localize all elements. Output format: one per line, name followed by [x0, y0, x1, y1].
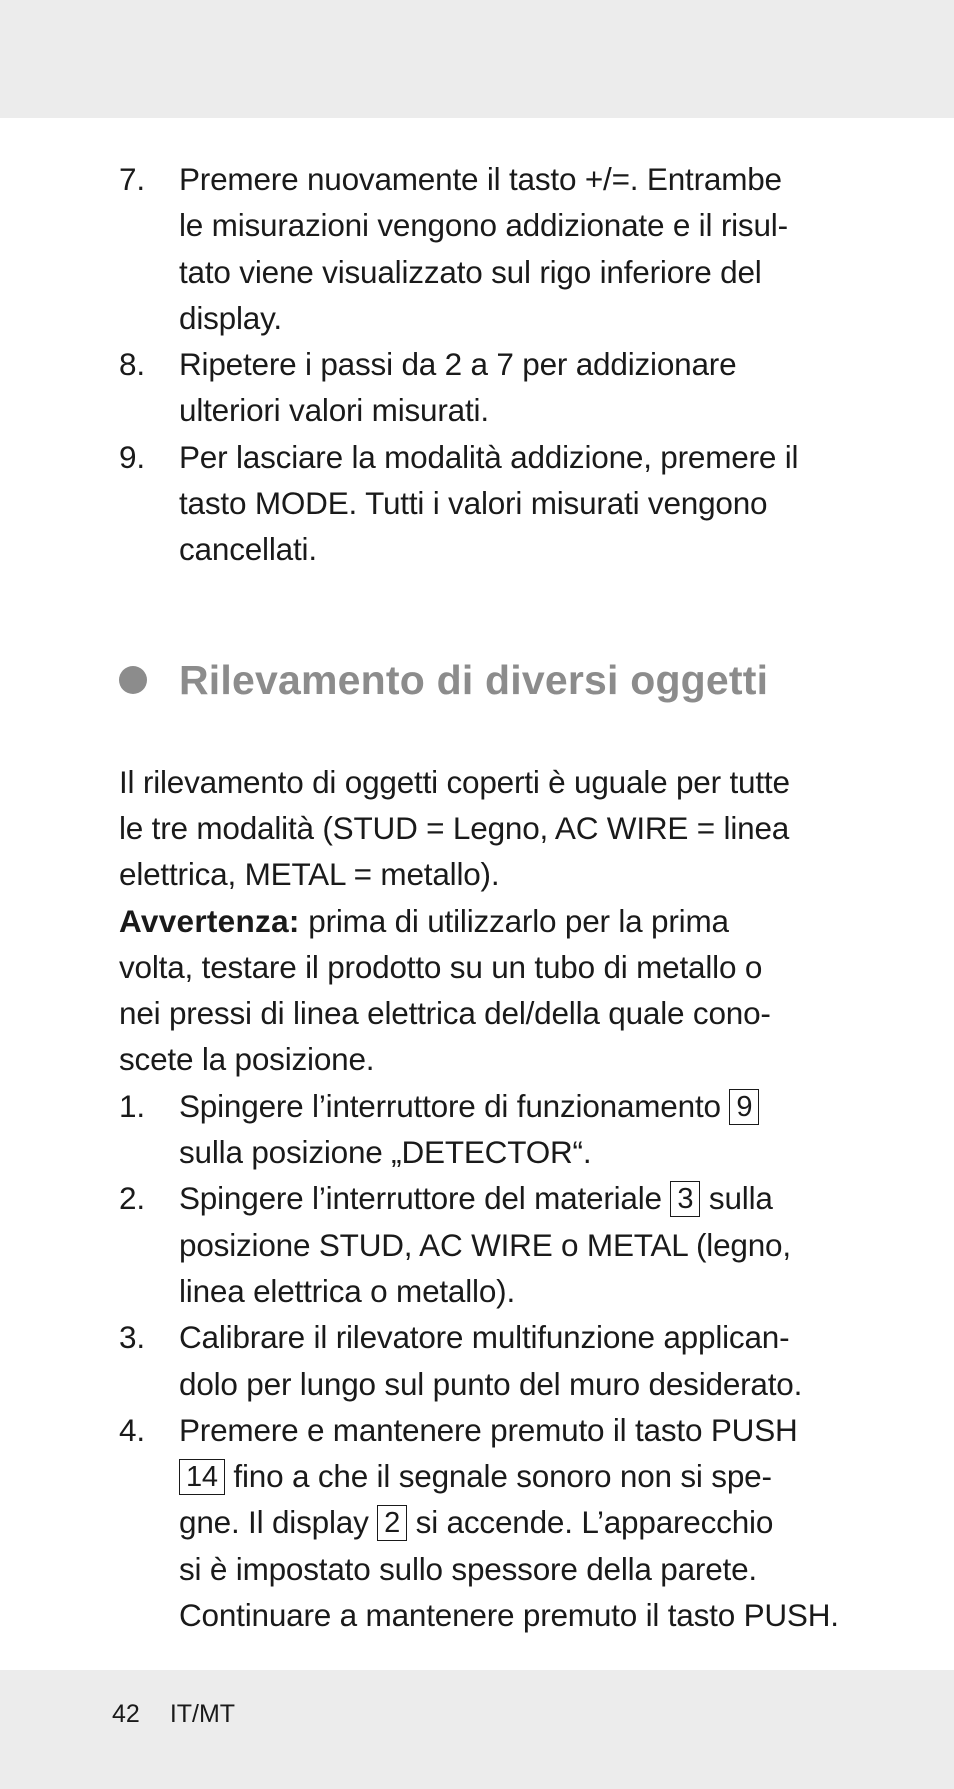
list-item [119, 156, 839, 341]
step-number: 9. [119, 438, 145, 475]
part-reference-box: 14 [179, 1459, 225, 1495]
step-text-line: linea elettrica o metallo). [179, 1272, 516, 1309]
top-band [0, 0, 954, 118]
list-item [119, 1314, 839, 1407]
section-heading [119, 655, 839, 705]
intro-paragraph [119, 759, 839, 898]
step-text-line: display. [179, 299, 282, 336]
step-text-line: sulla posizione „DETECTOR“. [179, 1134, 592, 1171]
part-reference-box: 9 [729, 1089, 759, 1125]
step-text-line [179, 1083, 839, 1129]
warning-label: Avvertenza: [119, 902, 300, 939]
step-text-line: si è impostato sullo spessore della parete. [179, 1550, 757, 1587]
step-text-line: Calibrare il rilevatore multifunzione applican- [179, 1319, 790, 1356]
step-text: gne. Il display [179, 1504, 378, 1541]
warning-text: prima di utilizzarlo per la prima [299, 902, 729, 939]
step-text: si accende. L’apparecchio [407, 1504, 774, 1541]
page-number: 42 [112, 1700, 140, 1728]
step-text-line: Premere e mantenere premuto il tasto PUSH [179, 1411, 798, 1448]
step-text: fino a che il segnale sonoro non si spe- [224, 1458, 772, 1495]
bullet-icon [119, 666, 147, 694]
intro-line: le tre modalità (STUD = Legno, AC WIRE = linea [119, 809, 790, 846]
step-text-line: Ripetere i passi da 2 a 7 per addizionare [179, 346, 737, 383]
step-text-line: tasto MODE. Tutti i valori misurati vengono [179, 485, 768, 522]
warning-line: volta, testare il prodotto su un tubo di metallo o [119, 948, 763, 985]
step-text-line: posizione STUD, AC WIRE o METAL (legno, [179, 1226, 791, 1263]
list-item [119, 1175, 839, 1314]
list-item [119, 341, 839, 434]
step-text-line: Continuare a mantenere premuto il tasto PUSH. [179, 1597, 839, 1634]
list-item [119, 1407, 839, 1638]
page-content [119, 156, 839, 1638]
step-text-line [179, 1499, 839, 1545]
step-text-line: le misurazioni vengono addizionate e il risul- [179, 207, 788, 244]
step-number: 3. [119, 1319, 145, 1356]
warning-line: scete la posizione. [119, 1041, 375, 1078]
language-code: IT/MT [169, 1700, 236, 1728]
section-title: Rilevamento di diversi oggetti [179, 656, 769, 703]
step-number: 2. [119, 1180, 145, 1217]
list-item [119, 1083, 839, 1176]
step-text-line: ulteriori valori misurati. [179, 392, 489, 429]
warning-paragraph [119, 898, 839, 1083]
list-item [119, 434, 839, 573]
steps-bottom-list [119, 1083, 839, 1639]
step-text-line: tato viene visualizzato sul rigo inferiore del [179, 253, 762, 290]
step-text-line: Premere nuovamente il tasto +/=. Entrambe [179, 161, 782, 197]
step-text-line: Per lasciare la modalità addizione, premere il [179, 438, 799, 475]
step-text: sulla [700, 1180, 773, 1217]
bottom-band [0, 1670, 954, 1789]
part-reference-box: 2 [377, 1505, 407, 1541]
part-reference-box: 3 [670, 1181, 700, 1217]
step-number: 1. [119, 1087, 145, 1124]
steps-top-list [119, 156, 839, 573]
step-text-line [179, 1453, 839, 1499]
intro-line: elettrica, METAL = metallo). [119, 856, 500, 893]
warning-line: nei pressi di linea elettrica del/della quale cono- [119, 995, 771, 1032]
step-text: Spingere l’interruttore del materiale [179, 1180, 671, 1217]
step-text: Spingere l’interruttore di funzionamento [179, 1087, 730, 1124]
step-number: 7. [119, 161, 145, 197]
step-number: 4. [119, 1411, 145, 1448]
step-text-line [179, 1175, 839, 1221]
step-text-line: cancellati. [179, 531, 317, 568]
warning-first-line [119, 898, 839, 944]
step-number: 8. [119, 346, 145, 383]
intro-line: Il rilevamento di oggetti coperti è uguale per tutte [119, 763, 790, 800]
step-text-line: dolo per lungo sul punto del muro desiderato. [179, 1365, 803, 1402]
page-footer [112, 1700, 265, 1729]
